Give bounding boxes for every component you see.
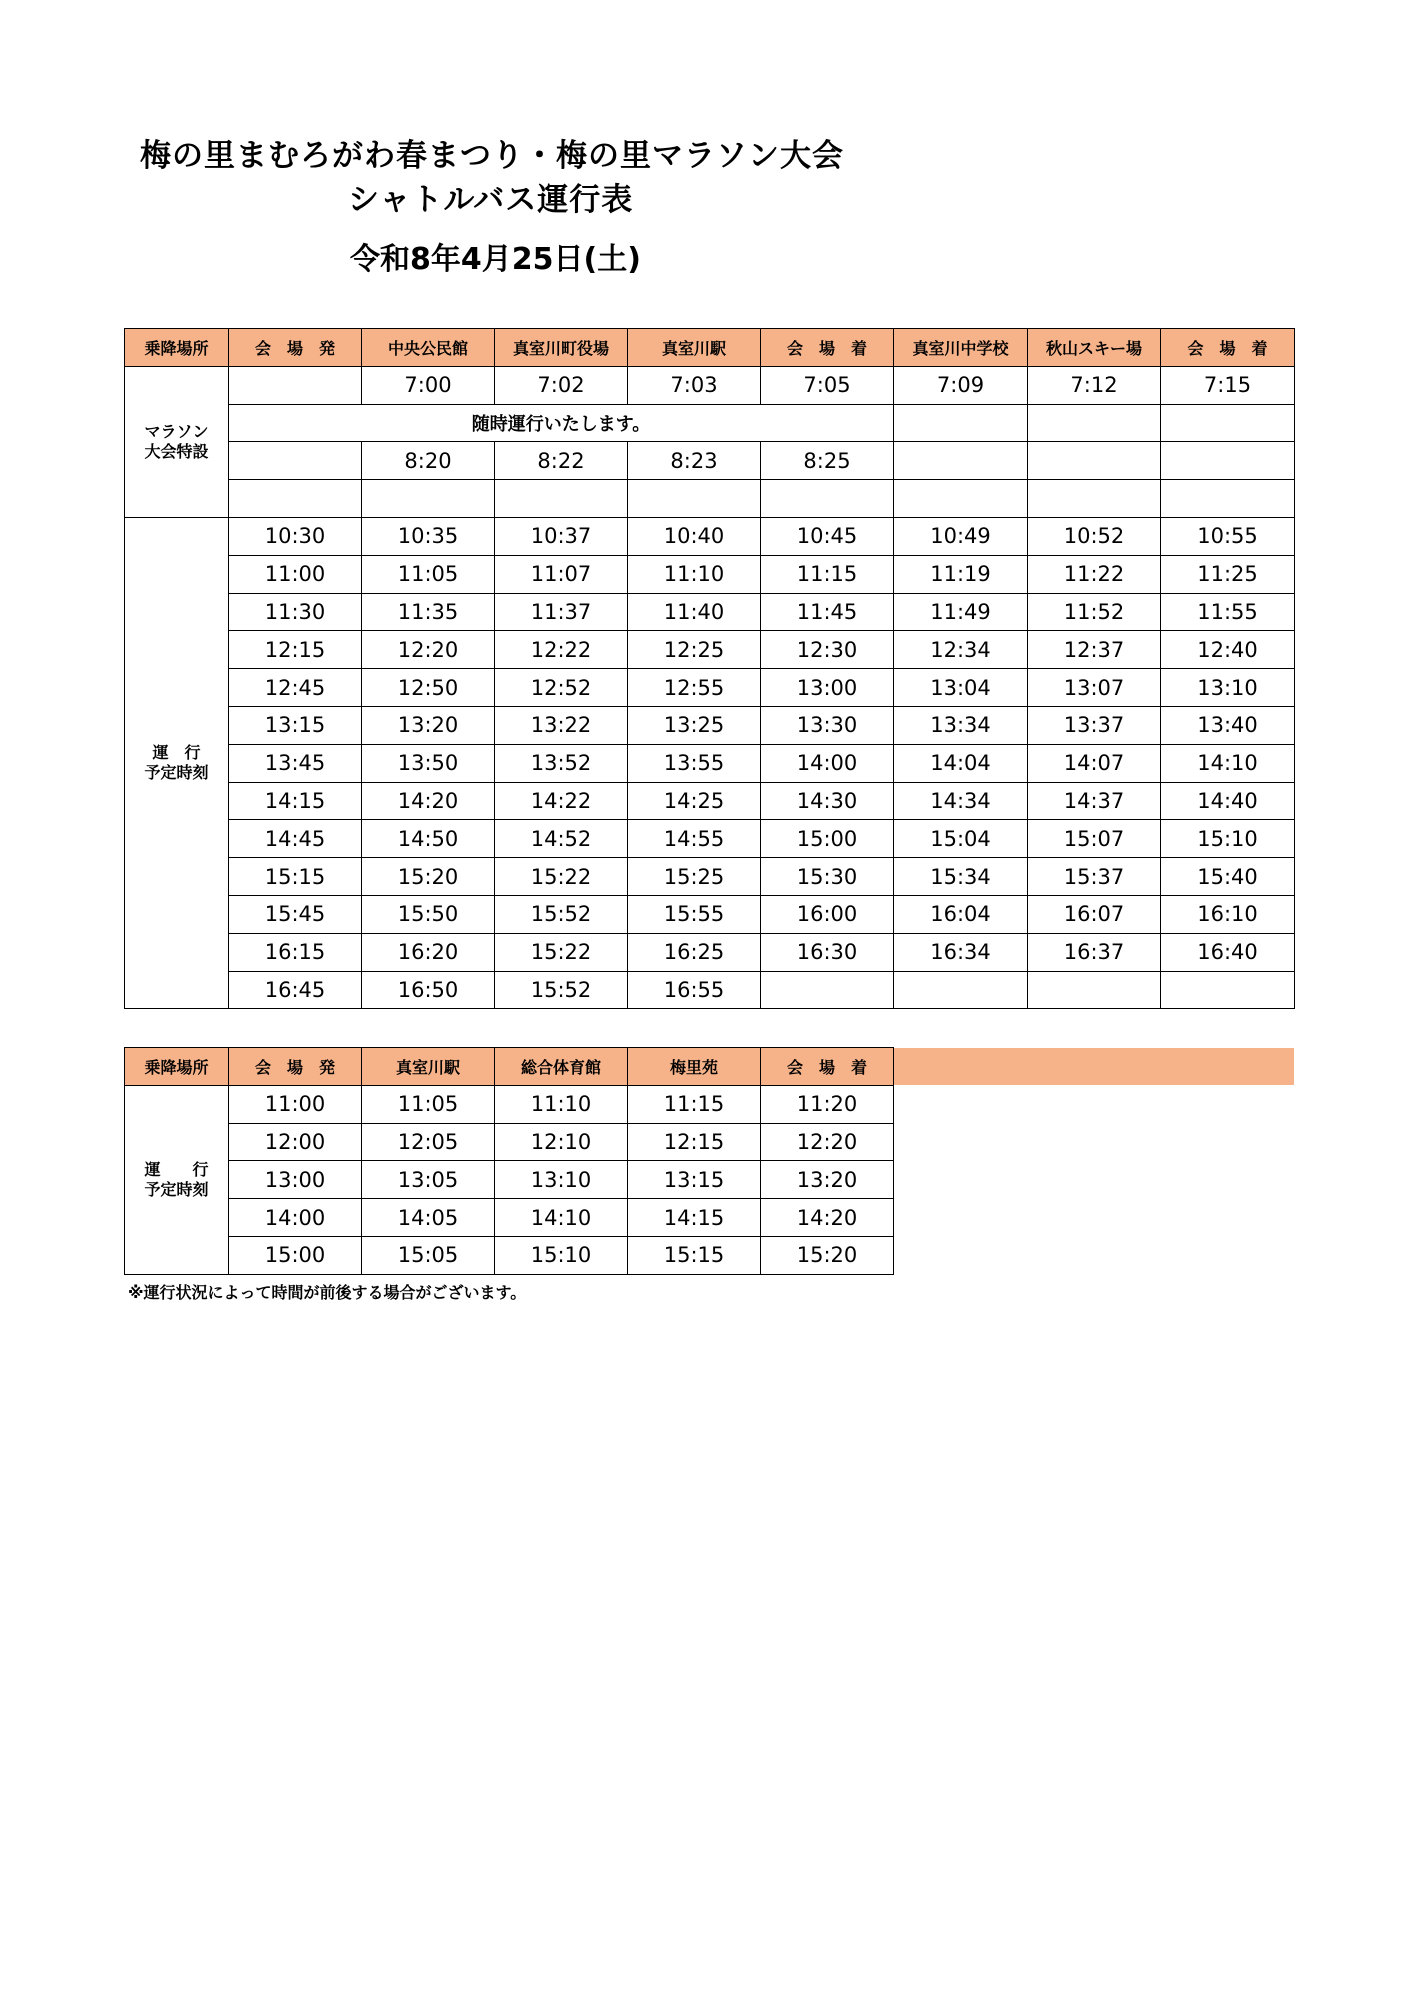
event-date: 令和8年4月25日(土) [350,242,641,277]
table-row [125,404,1295,442]
time-cell: 15:20 [362,858,495,896]
time-cell: 12:50 [362,669,495,707]
time-cell: 11:15 [628,1085,761,1123]
time-cell [761,971,894,1009]
column-header: 総合体育館 [495,1048,628,1086]
time-cell: 14:34 [894,782,1028,820]
table-row [125,706,1295,744]
time-cell: 7:12 [1028,366,1161,404]
time-cell: 7:09 [894,366,1028,404]
time-cell: 10:55 [1161,517,1295,555]
time-cell: 10:52 [1028,517,1161,555]
time-cell: 16:40 [1161,933,1295,971]
time-cell [894,971,1028,1009]
time-cell: 13:25 [628,706,761,744]
column-header: 真室川駅 [628,329,761,367]
time-cell: 14:22 [495,782,628,820]
page-title: 梅の里まむろがわ春まつり・梅の里マラソン大会 [140,138,844,174]
column-header: 会 場 着 [1161,329,1295,367]
blank-cell [894,1236,1295,1274]
time-cell: 12:00 [229,1123,362,1161]
time-cell: 12:05 [362,1123,495,1161]
table-row [125,1199,1295,1237]
time-cell: 14:20 [761,1199,894,1237]
time-cell: 13:20 [761,1161,894,1199]
table-row [125,480,1295,518]
time-cell: 13:45 [229,744,362,782]
time-cell: 7:00 [362,366,495,404]
blank-cell [894,1085,1295,1123]
time-cell: 10:35 [362,517,495,555]
time-cell [894,442,1028,480]
time-cell: 15:50 [362,895,495,933]
time-cell: 13:04 [894,669,1028,707]
time-cell [1028,442,1161,480]
time-cell: 13:52 [495,744,628,782]
time-cell [1161,404,1295,442]
time-cell: 14:10 [1161,744,1295,782]
time-cell [1161,971,1295,1009]
time-cell: 14:10 [495,1199,628,1237]
table-row [125,1123,1295,1161]
time-cell [1161,480,1295,518]
time-cell: 11:40 [628,593,761,631]
table-row [125,669,1295,707]
time-cell: 11:15 [761,555,894,593]
time-cell: 15:00 [229,1236,362,1274]
time-cell: 10:40 [628,517,761,555]
time-cell: 7:15 [1161,366,1295,404]
time-cell: 7:02 [495,366,628,404]
time-cell: 12:20 [761,1123,894,1161]
time-cell: 15:25 [628,858,761,896]
time-cell: 8:23 [628,442,761,480]
time-cell: 12:40 [1161,631,1295,669]
column-header: 真室川中学校 [894,329,1028,367]
table-row [125,971,1295,1009]
header-row [125,1048,1295,1086]
service-note: 随時運行いたします。 [229,404,894,442]
time-cell: 10:37 [495,517,628,555]
time-cell: 14:20 [362,782,495,820]
time-cell: 12:15 [229,631,362,669]
time-cell: 14:50 [362,820,495,858]
time-cell: 11:10 [495,1085,628,1123]
time-cell: 13:10 [1161,669,1295,707]
time-cell: 11:07 [495,555,628,593]
footnote: ※運行状況によって時間が前後する場合がございます。 [128,1283,527,1302]
time-cell: 13:40 [1161,706,1295,744]
time-cell: 15:55 [628,895,761,933]
time-cell: 13:30 [761,706,894,744]
time-cell: 15:10 [495,1236,628,1274]
time-cell: 10:45 [761,517,894,555]
time-cell: 13:00 [229,1161,362,1199]
table-row [125,782,1295,820]
time-cell: 14:45 [229,820,362,858]
header-fill [894,1048,1295,1086]
time-cell: 15:15 [628,1236,761,1274]
time-cell: 8:20 [362,442,495,480]
time-cell: 15:30 [761,858,894,896]
table-row [125,1236,1295,1274]
time-cell: 13:50 [362,744,495,782]
time-cell: 12:15 [628,1123,761,1161]
table-row [125,933,1295,971]
time-cell [1028,480,1161,518]
time-cell: 14:55 [628,820,761,858]
time-cell: 10:30 [229,517,362,555]
time-cell: 11:25 [1161,555,1295,593]
row-group-label: マラソン 大会特設 [125,366,229,517]
time-cell: 15:15 [229,858,362,896]
time-cell: 16:10 [1161,895,1295,933]
table-row [125,593,1295,631]
time-cell: 15:34 [894,858,1028,896]
time-cell: 15:37 [1028,858,1161,896]
time-cell: 11:22 [1028,555,1161,593]
time-cell: 10:49 [894,517,1028,555]
table-row [125,631,1295,669]
blank-cell [894,1161,1295,1199]
column-header: 中央公民館 [362,329,495,367]
time-cell: 16:45 [229,971,362,1009]
column-header: 秋山スキー場 [1028,329,1161,367]
time-cell: 11:37 [495,593,628,631]
time-cell: 15:40 [1161,858,1295,896]
time-cell: 13:22 [495,706,628,744]
time-cell: 13:15 [229,706,362,744]
time-cell: 16:00 [761,895,894,933]
time-cell: 8:25 [761,442,894,480]
table-row [125,1161,1295,1199]
time-cell: 11:49 [894,593,1028,631]
time-cell: 14:52 [495,820,628,858]
time-cell: 15:04 [894,820,1028,858]
column-header: 会 場 発 [229,1048,362,1086]
column-header: 会 場 着 [761,329,894,367]
time-cell [628,480,761,518]
time-cell: 15:22 [495,858,628,896]
time-cell: 16:25 [628,933,761,971]
table-row [125,820,1295,858]
time-cell: 16:30 [761,933,894,971]
time-cell: 14:05 [362,1199,495,1237]
row-group-label: 運 行 予定時刻 [125,1085,229,1274]
blank-cell [894,1123,1295,1161]
page-subtitle: シャトルバス運行表 [348,182,634,218]
time-cell: 16:04 [894,895,1028,933]
time-cell: 11:55 [1161,593,1295,631]
time-cell [229,442,362,480]
time-cell: 7:03 [628,366,761,404]
time-cell: 13:05 [362,1161,495,1199]
time-cell: 13:20 [362,706,495,744]
time-cell: 11:45 [761,593,894,631]
table-row [125,517,1295,555]
time-cell: 14:15 [628,1199,761,1237]
time-cell: 14:15 [229,782,362,820]
time-cell: 12:34 [894,631,1028,669]
table-row [125,895,1295,933]
time-cell [495,480,628,518]
time-cell: 12:52 [495,669,628,707]
time-cell [894,480,1028,518]
time-cell: 16:55 [628,971,761,1009]
time-cell: 11:10 [628,555,761,593]
header-row [125,329,1295,367]
column-header: 梅里苑 [628,1048,761,1086]
column-header: 会 場 着 [761,1048,894,1086]
time-cell: 15:22 [495,933,628,971]
time-cell: 14:07 [1028,744,1161,782]
time-cell [1028,971,1161,1009]
time-cell: 15:52 [495,895,628,933]
time-cell: 12:30 [761,631,894,669]
time-cell: 14:40 [1161,782,1295,820]
table-row [125,366,1295,404]
time-cell: 12:37 [1028,631,1161,669]
time-cell: 11:00 [229,555,362,593]
time-cell: 15:52 [495,971,628,1009]
time-cell: 12:25 [628,631,761,669]
row-group-label: 運 行 予定時刻 [125,517,229,1008]
time-cell [1028,404,1161,442]
time-cell [229,366,362,404]
table-row [125,555,1295,593]
time-cell: 11:30 [229,593,362,631]
time-cell: 12:10 [495,1123,628,1161]
time-cell: 12:22 [495,631,628,669]
time-cell: 14:37 [1028,782,1161,820]
time-cell: 12:45 [229,669,362,707]
table-row [125,744,1295,782]
time-cell: 15:07 [1028,820,1161,858]
time-cell: 14:00 [229,1199,362,1237]
time-cell: 14:00 [761,744,894,782]
time-cell: 11:19 [894,555,1028,593]
time-cell: 13:00 [761,669,894,707]
column-header: 乗降場所 [125,329,229,367]
time-cell [229,480,362,518]
column-header: 真室川町役場 [495,329,628,367]
time-cell: 11:00 [229,1085,362,1123]
time-cell: 11:05 [362,555,495,593]
timetable-sub [124,1047,1295,1275]
time-cell: 16:34 [894,933,1028,971]
time-cell: 16:37 [1028,933,1161,971]
timetable-main [124,328,1295,1009]
time-cell: 11:35 [362,593,495,631]
time-cell: 15:20 [761,1236,894,1274]
table-row [125,442,1295,480]
time-cell [1161,442,1295,480]
column-header: 会 場 発 [229,329,362,367]
time-cell: 13:34 [894,706,1028,744]
time-cell: 15:10 [1161,820,1295,858]
time-cell: 13:10 [495,1161,628,1199]
time-cell: 13:37 [1028,706,1161,744]
time-cell [362,480,495,518]
time-cell: 15:05 [362,1236,495,1274]
column-header: 真室川駅 [362,1048,495,1086]
table-row [125,858,1295,896]
time-cell: 13:07 [1028,669,1161,707]
table-row [125,1085,1295,1123]
time-cell: 14:30 [761,782,894,820]
time-cell: 11:05 [362,1085,495,1123]
time-cell: 16:50 [362,971,495,1009]
time-cell: 15:00 [761,820,894,858]
time-cell [761,480,894,518]
time-cell: 16:15 [229,933,362,971]
time-cell: 16:07 [1028,895,1161,933]
blank-cell [894,1199,1295,1237]
time-cell: 8:22 [495,442,628,480]
time-cell: 13:55 [628,744,761,782]
time-cell: 14:25 [628,782,761,820]
time-cell [894,404,1028,442]
time-cell: 11:52 [1028,593,1161,631]
time-cell: 12:55 [628,669,761,707]
time-cell: 16:20 [362,933,495,971]
column-header: 乗降場所 [125,1048,229,1086]
time-cell: 15:45 [229,895,362,933]
time-cell: 14:04 [894,744,1028,782]
time-cell: 13:15 [628,1161,761,1199]
time-cell: 7:05 [761,366,894,404]
time-cell: 12:20 [362,631,495,669]
time-cell: 11:20 [761,1085,894,1123]
